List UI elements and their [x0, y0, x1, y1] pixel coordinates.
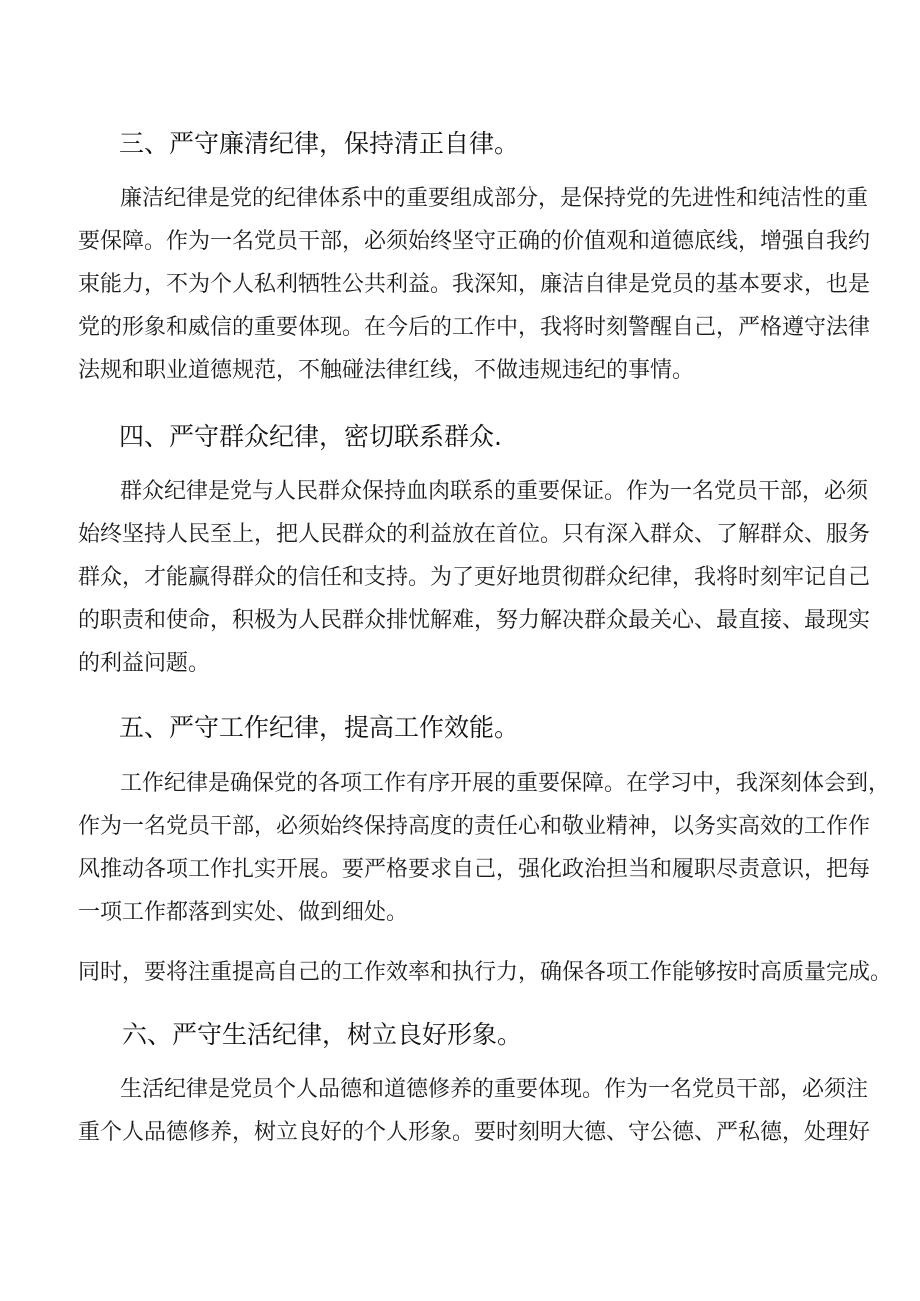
paragraph-line: 群众纪律是党与人民群众保持血肉联系的重要保证。作为一名党员干部，必须	[120, 479, 869, 504]
paragraph-line: 同时，要将注重提高自己的工作效率和执行力，确保各项工作能够按时高质量完成。	[78, 960, 893, 985]
paragraph-line: 一项工作都落到实处、做到细处。	[78, 900, 409, 925]
paragraph-line: 廉洁纪律是党的纪律体系中的重要组成部分，是保持党的先进性和纯洁性的重	[120, 186, 869, 211]
section-heading-5: 五、严守工作纪律，提高工作效能。	[119, 713, 520, 742]
paragraph-line: 风推动各项工作扎实开展。要严格要求自己，强化政治担当和履职尽责意识，把每	[78, 857, 871, 882]
paragraph-line: 的利益问题。	[78, 651, 211, 676]
paragraph-line: 生活纪律是党员个人品德和道德修养的重要体现。作为一名党员干部，必须注	[120, 1077, 869, 1102]
paragraph-line: 重个人品德修养，树立良好的个人形象。要时刻明大德、守公德、严私德，处理好	[78, 1120, 871, 1145]
section-heading-3: 三、严守廉清纪律，保持清正自律。	[119, 129, 520, 158]
paragraph-line: 法规和职业道德规范，不触碰法律红线，不做违规违纪的事情。	[78, 358, 695, 383]
section-heading-4: 四、严守群众纪律，密切联系群众.	[119, 422, 502, 451]
paragraph-line: 要保障。作为一名党员干部，必须始终坚守正确的价值观和道德底线，增强自我约	[78, 229, 871, 254]
paragraph-line: 群众，才能赢得群众的信任和支持。为了更好地贯彻群众纪律，我将时刻牢记自己	[78, 565, 871, 590]
section-heading-6: 六、严守生活纪律，树立良好形象。	[122, 1020, 523, 1049]
paragraph-line: 党的形象和威信的重要体现。在今后的工作中，我将时刻警醒自己，严格遵守法律	[78, 315, 871, 340]
paragraph-line: 作为一名党员干部，必须始终保持高度的责任心和敬业精神，以务实高效的工作作	[78, 814, 871, 839]
paragraph-line: 工作纪律是确保党的各项工作有序开展的重要保障。在学习中，我深刻体会到，	[120, 771, 891, 796]
paragraph-line: 束能力，不为个人私利牺牲公共利益。我深知，廉洁自律是党员的基本要求，也是	[78, 272, 871, 297]
paragraph-line: 始终坚持人民至上，把人民群众的利益放在首位。只有深入群众、了解群众、服务	[78, 522, 871, 547]
paragraph-line: 的职责和使命，积极为人民群众排忧解难，努力解决群众最关心、最直接、最现实	[78, 608, 871, 633]
